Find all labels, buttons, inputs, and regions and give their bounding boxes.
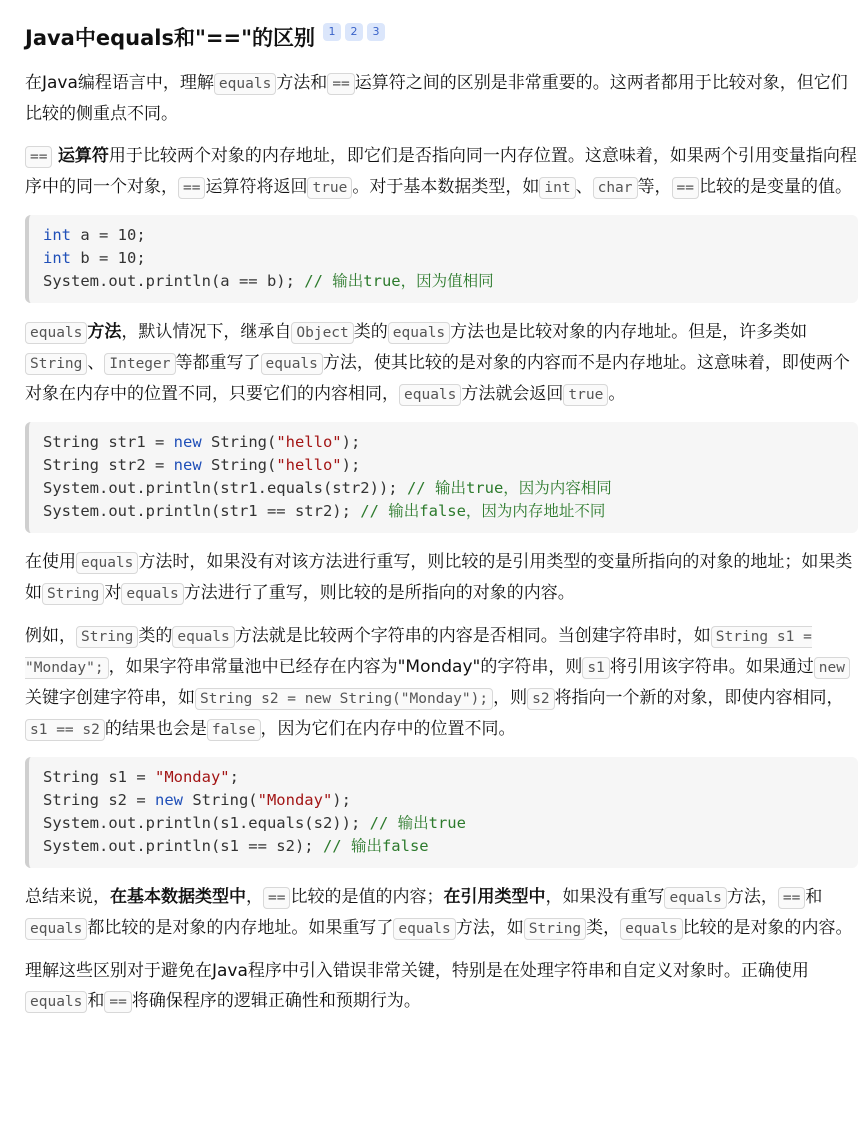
paragraph-operator: == 运算符用于比较两个对象的内存地址，即它们是否指向同一内存位置。这意味着，如果两个引用变量指向程序中的同一个对象， == 运算符将返回 true 。对于基本数据类型，如 int 、 char 等， == 比较的是变量的值。 xyxy=(25,146,857,197)
inline-code: String xyxy=(25,353,87,375)
inline-code: String xyxy=(42,583,104,605)
inline-code: == xyxy=(672,177,699,199)
inline-code: equals xyxy=(214,73,276,95)
inline-code: true xyxy=(563,384,608,406)
inline-code: char xyxy=(593,177,638,199)
paragraph-conclusion: 理解这些区别对于避免在Java程序中引入错误非常关键，特别是在处理字符串和自定义对象时。正确使用equals 和 == 将确保程序的逻辑正确性和预期行为。 xyxy=(25,961,809,1011)
bold-text: 在基本数据类型中 xyxy=(110,887,246,907)
inline-code: equals xyxy=(620,918,682,940)
inline-code: false xyxy=(207,719,261,741)
inline-code: Object xyxy=(291,322,353,344)
reference-badge[interactable]: 3 xyxy=(367,23,385,41)
reference-badges xyxy=(323,25,385,47)
inline-code: equals xyxy=(664,887,726,909)
paragraph-equals: equals 方法，默认情况下，继承自 Object 类的 equals 方法也是比较对象的内存地址。但是，许多类如String 、 Integer 等都重写了 equals 方法，使其比较的是对象的内容而不是内存地址。这意味着，即使两个对象在内存中的位置不同，只要它们的内容相同， equals 方法就会返回 true 。 xyxy=(25,322,850,404)
inline-code: String s1 = "Monday"; xyxy=(25,626,812,679)
inline-code: == xyxy=(263,887,290,909)
inline-code: int xyxy=(539,177,575,199)
inline-code: s1 == s2 xyxy=(25,719,105,741)
inline-code: Integer xyxy=(104,353,175,375)
inline-code: equals xyxy=(121,583,183,605)
inline-code: equals xyxy=(393,918,455,940)
code-block-primitive[interactable]: int a = 10; int b = 10; System.out.println(a == b); // 输出true，因为值相同 xyxy=(25,215,858,303)
inline-code: s1 xyxy=(582,657,609,679)
inline-code: String xyxy=(76,626,138,648)
reference-badge[interactable]: 2 xyxy=(345,23,363,41)
inline-code: equals xyxy=(76,552,138,574)
inline-code: == xyxy=(104,991,131,1013)
inline-code: == xyxy=(778,887,805,909)
inline-code: String s2 = new String("Monday"); xyxy=(195,688,493,710)
paragraph-example: 例如， String 类的 equals 方法就是比较两个字符串的内容是否相同。当创建字符串时，如 String s1 = "Monday"; ，如果字符串常量池中已经存在内容为"Monday"的字符串，则 s1 将引用该字符串。如果通过 new关键字创建字符串，如 String s2 = new String("Monday"); ，则 s2 将指向一个新的对象，即使内容相同，s1 == s2 的结果也会是 false ，因为它们在内存中的位置不同。 xyxy=(25,621,858,745)
inline-code: true xyxy=(307,177,352,199)
paragraph-summary: 总结来说，在基本数据类型中， == 比较的是值的内容；在引用类型中，如果没有重写 equals 方法， == 和equals 都比较的是对象的内存地址。如果重写了 equals 方法，如 String 类， equals 比较的是对象的内容。 xyxy=(25,887,853,938)
inline-code: == xyxy=(178,177,205,199)
bold-text: 在引用类型中 xyxy=(443,887,546,907)
code-block-monday[interactable]: String s1 = "Monday"; String s2 = new String("Monday"); System.out.println(s1.equals(s2)); // 输出true System.out.println(s1 == s2); // 输出false xyxy=(25,757,858,868)
reference-badge[interactable]: 1 xyxy=(323,23,341,41)
inline-code: String xyxy=(524,918,586,940)
inline-code: equals xyxy=(172,626,234,648)
inline-code: equals xyxy=(388,322,450,344)
code-block-string-equals[interactable]: String str1 = new String("hello"); String str2 = new String("hello"); System.out.println(str1.equals(str2)); // 输出true，因为内容相同 System.out.println(str1 == str2); // 输出false，因为内存地址不同 xyxy=(25,422,858,533)
inline-code: equals xyxy=(25,322,87,344)
page-title xyxy=(25,22,858,54)
paragraph-intro: 在Java编程语言中，理解 equals 方法和 == 运算符之间的区别是非常重要的。这两者都用于比较对象，但它们比较的侧重点不同。 xyxy=(25,73,848,124)
inline-code: new xyxy=(814,657,850,679)
inline-code: s2 xyxy=(527,688,554,710)
inline-code: equals xyxy=(25,991,87,1013)
bold-text: 方法 xyxy=(87,322,122,342)
inline-code: == xyxy=(327,73,354,95)
paragraph-usage: 在使用 equals 方法时，如果没有对该方法进行重写，则比较的是引用类型的变量所指向的对象的地址；如果类如 String 对 equals 方法进行了重写，则比较的是所指向的对象的内容。 xyxy=(25,552,853,603)
inline-code: == xyxy=(25,146,52,168)
inline-code: equals xyxy=(25,918,87,940)
title-text: Java中equals和"=="的区别 xyxy=(25,26,316,50)
inline-code: equals xyxy=(261,353,323,375)
bold-text: 运算符 xyxy=(57,146,109,166)
inline-code: equals xyxy=(399,384,461,406)
